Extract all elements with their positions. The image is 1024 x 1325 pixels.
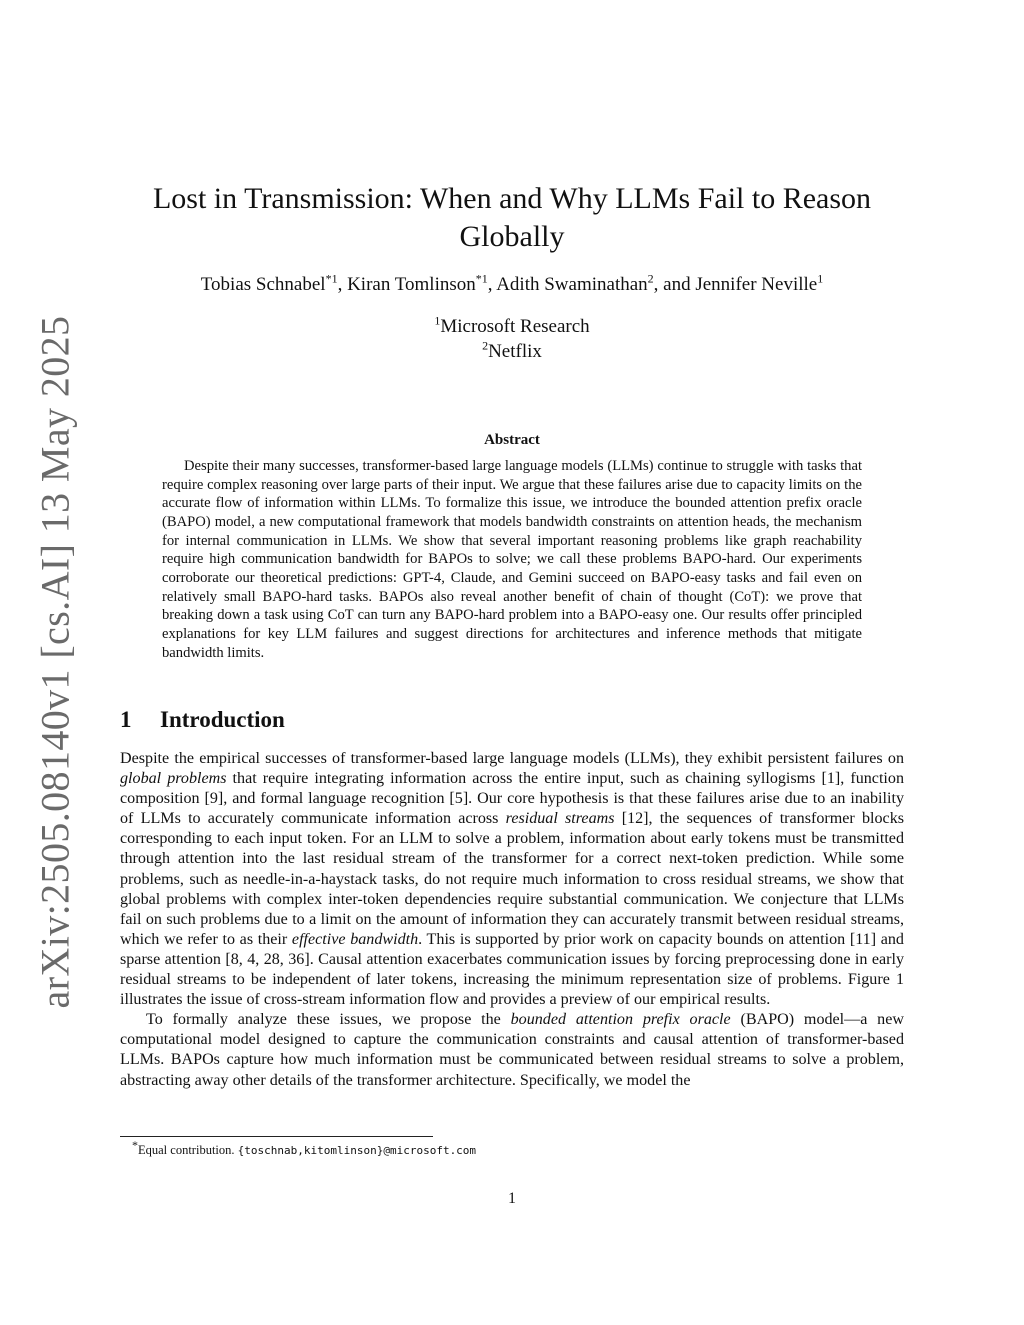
author: Adith Swaminathan$^2$ <box>496 271 654 295</box>
footnote-emails: {toschnab,kitomlinson}@microsoft.com <box>237 1144 477 1157</box>
paragraph: Despite the empirical successes of transformer-based large language models (LLMs), they exhibit persistent failures on global problems that require integrating information across the entire input, such as chaining syllogisms [1], function composition [9], and formal language recognition [5]. Our core hypothesis is that these failures arise due to an inability of LLMs to accurately communicate information across residual streams [12], the sequences of transformer blocks corresponding to each input token. For an LLM to solve a problem, information about early tokens must be transmitted through attention into the last residual stream of the transformer for a correct next-token prediction. While some problems, such as needle-in-a-haystack tasks, do not require much information to cross residual streams, we show that global problems with complex inter-token dependencies require substantial communication. We conjecture that LLMs fail on such problems due to a limit on the amount of information they can accurately transmit between residual streams, which we refer to as their effective bandwidth. This is supported by prior work on capacity bounds on attention [11] and sparse attention [8, 4, 28, 36]. Causal attention exacerbates communication issues by forcing preprocessing done in early residual streams to be independent of later tokens, increasing the minimum representation size of problems. Figure 1 illustrates the issue of cross-stream information flow and provides a preview of our empirical results. <box>120 750 905 1009</box>
abstract-heading: Abstract <box>484 432 540 448</box>
arxiv-side-stamp: arXiv:2505.08140v1 [cs.AI] 13 May 2025 <box>32 315 78 1009</box>
footnote: *Equal contribution. {toschnab,kitomlinson}@microsoft.com <box>132 1137 477 1157</box>
paragraph: To formally analyze these issues, we propose the bounded attention prefix oracle (BAPO) model—a new computational model designed to capture the communication constraints and causal attention of transformer-based LLMs. BAPOs capture how much information must be communicated between residual streams to solve a problem, abstracting away other details of the transformer architecture. Specifically, we model the <box>120 1011 904 1089</box>
abstract-body: Despite their many successes, transformer-based large language models (LLMs) continue to struggle with tasks that require complex reasoning over large parts of their input. We argue that these failures arise due to capacity limits on the accurate flow of information within LLMs. To formalize this issue, we introduce the bounded attention prefix oracle (BAPO) model, a new computational framework that models bandwidth constraints on attention heads, the mechanism for internal communication in LLMs. We show that several important reasoning problems like graph reachability require high communication bandwidth for BAPOs to solve; we call these problems BAPO-hard. Our experiments corroborate our theoretical predictions: GPT-4, Claude, and Gemini succeed on BAPO-easy tasks and fail even on relatively small BAPO-hard tasks. BAPOs also reveal another benefit of chain of thought (CoT): we prove that breaking down a task using CoT can turn any BAPO-hard problem into a BAPO-easy one. Our results offer principled explanations for key LLM failures and suggest directions for architectures and inference methods that mitigate bandwidth limits. <box>162 458 862 661</box>
section-heading <box>120 707 285 733</box>
affiliation: $^1$Microsoft Research <box>434 313 590 337</box>
section-body <box>120 749 904 1091</box>
page-number: 1 <box>508 1190 516 1207</box>
author: Jennifer Neville$^1$ <box>695 271 824 295</box>
section-number: 1 <box>120 707 132 732</box>
section-title: Introduction <box>160 707 285 732</box>
affiliation: $^2$Netflix <box>482 338 542 362</box>
footnote-divider <box>120 1136 433 1137</box>
author: Kiran Tomlinson$^{*1}$ <box>347 271 488 295</box>
author-list: Tobias Schnabel$^{*1}$, Kiran Tomlinson$^{*1}$, Adith Swaminathan$^2$, and Jennifer Neville$^1$ <box>200 271 824 295</box>
affiliation-list <box>120 314 904 364</box>
paper-title: Lost in Transmission: When and Why LLMs Fail to Reason Globally <box>152 182 872 253</box>
author: Tobias Schnabel$^{*1}$ <box>200 271 338 295</box>
